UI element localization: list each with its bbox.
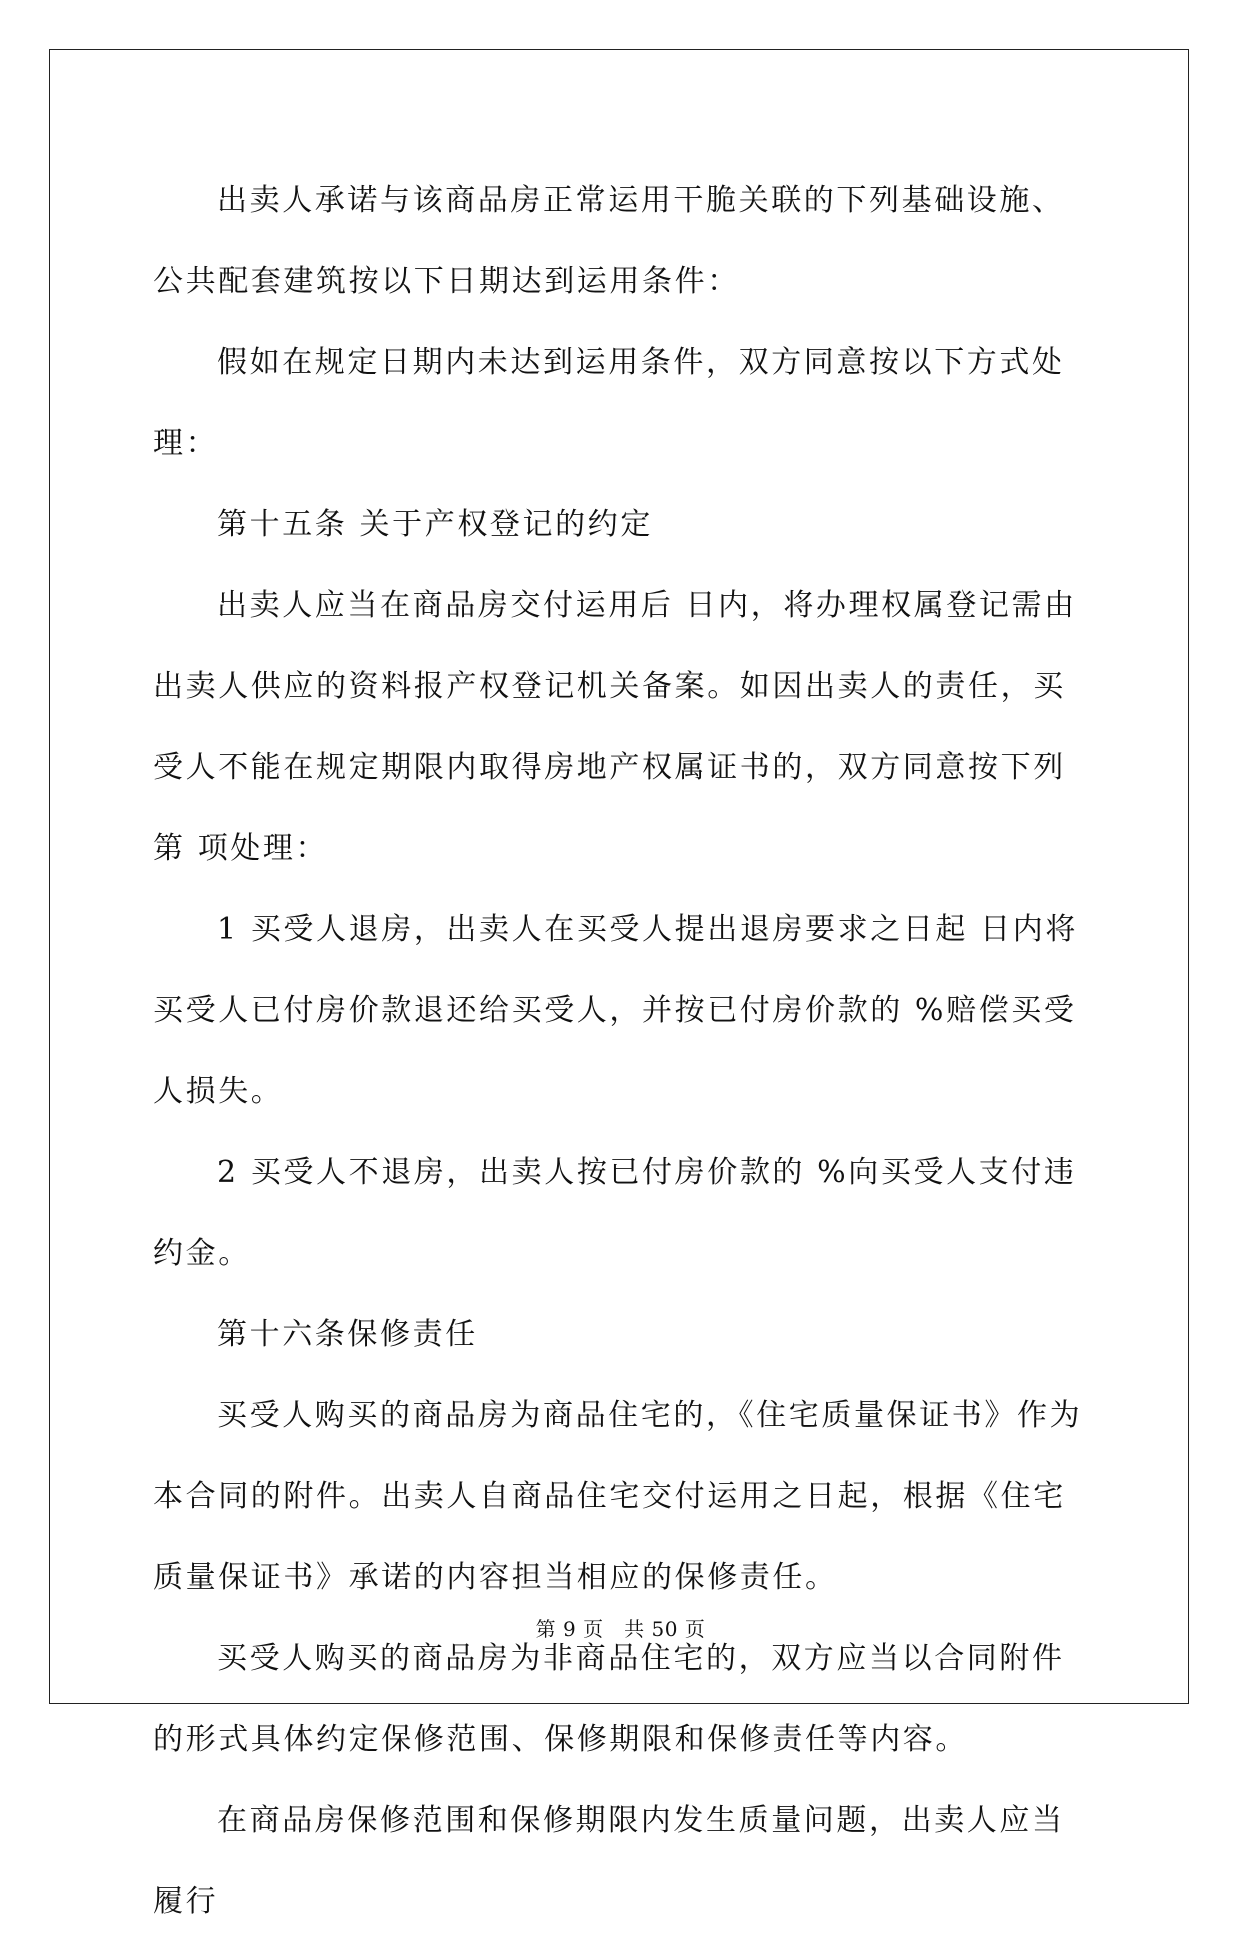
- section-heading: 第十五条 关于产权登记的约定: [217, 507, 653, 542]
- list-item: 1 买受人退房，出卖人在买受人提出退房要求之日起 日内将买受人已付房价款退还给买受人，并按已付房价款的 %赔偿买受人损失。: [153, 912, 1078, 1109]
- total-pages: 共 50 页: [624, 1617, 706, 1641]
- paragraph: 在商品房保修范围和保修期限内发生质量问题，出卖人应当履行: [153, 1803, 1065, 1919]
- page-footer: [0, 1617, 1241, 1641]
- paragraph: 买受人购买的商品房为商品住宅的，《住宅质量保证书》作为本合同的附件。出卖人自商品住宅交付运用之日起，根据《住宅质量保证书》承诺的内容担当相应的保修责任。: [153, 1398, 1083, 1595]
- list-item: 2 买受人不退房，出卖人按已付房价款的 %向买受人支付违约金。: [153, 1155, 1077, 1271]
- paragraph: 出卖人应当在商品房交付运用后 日内，将办理权属登记需由出卖人供应的资料报产权登记机关备案。如因出卖人的责任，买受人不能在规定期限内取得房地产权属证书的，双方同意按下列第 项处理：: [153, 588, 1077, 866]
- footer-spacer: [604, 1617, 625, 1641]
- page-number: 第 9 页: [535, 1617, 604, 1641]
- document-body: [153, 160, 1093, 1942]
- paragraph: 买受人购买的商品房为非商品住宅的，双方应当以合同附件的形式具体约定保修范围、保修期限和保修责任等内容。: [153, 1641, 1065, 1757]
- paragraph: 出卖人承诺与该商品房正常运用干脆关联的下列基础设施、公共配套建筑按以下日期达到运用条件：: [153, 183, 1065, 299]
- section-heading: 第十六条保修责任: [217, 1317, 478, 1352]
- paragraph: 假如在规定日期内未达到运用条件，双方同意按以下方式处理：: [153, 345, 1065, 461]
